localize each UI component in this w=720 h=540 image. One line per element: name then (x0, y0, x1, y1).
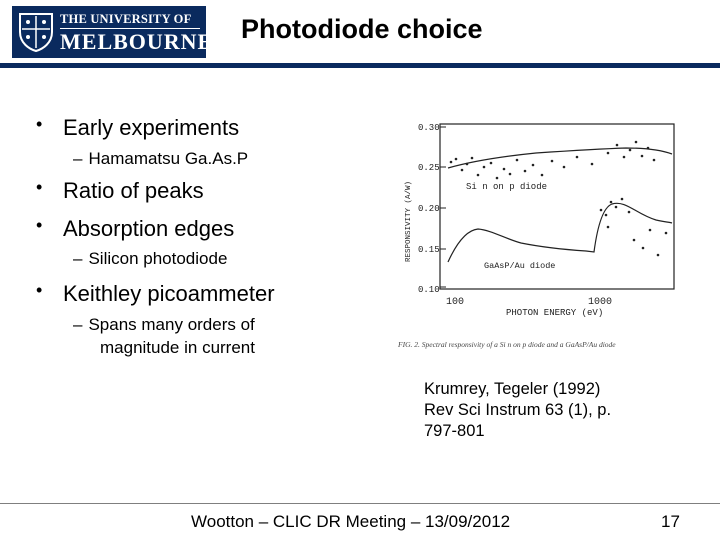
y-tick-label: 0.25 (418, 163, 440, 173)
y-tick-label: 0.20 (418, 204, 440, 214)
bullet-dot: • (36, 114, 43, 134)
bullet-item (36, 177, 204, 204)
gaasp-diode-curve (448, 203, 672, 262)
sub-bullet-text: Spans many orders of (88, 315, 255, 334)
sub-bullet-item: – Spans many orders of (73, 315, 255, 334)
university-logo (12, 6, 214, 58)
y-tick-label: 0.15 (418, 245, 440, 255)
footer-rule (0, 503, 720, 504)
y-axis-label: RESPONSIVITY (A/W) (405, 180, 413, 262)
x-tick-label: 100 (446, 297, 465, 308)
y-tick-marks (440, 127, 446, 287)
logo-text-line2: MELBOURNE (60, 29, 214, 54)
logo-text-line1: THE UNIVERSITY OF (60, 12, 192, 26)
bullet-text: Ratio of peaks (63, 178, 204, 203)
footer-text: Wootton – CLIC DR Meeting – 13/09/2012 (191, 512, 511, 531)
reference-line: 797-801 (424, 422, 485, 440)
sub-bullet-continuation (100, 338, 255, 358)
gaasp-diode-label: GaAsP/Au diode (484, 261, 556, 271)
sub-bullet-text: Silicon photodiode (88, 249, 228, 268)
sub-bullet-item: – Hamamatsu Ga.As.P (73, 149, 249, 168)
bullet-item (36, 114, 240, 141)
sub-bullet-item: – Silicon photodiode (73, 249, 228, 268)
bullet-dot: • (36, 177, 43, 197)
bullet-text: Early experiments (63, 115, 240, 140)
reference-citation (424, 379, 664, 442)
figure-caption: FIG. 2. Spectral responsivity of a Si n on p diode and a GaAsP/Au diode (398, 340, 616, 349)
y-tick-label: 0.10 (418, 285, 440, 295)
reference-line: Rev Sci Instrum 63 (1), p. (424, 401, 612, 419)
page-number: 17 (661, 512, 680, 531)
header-bar (0, 0, 720, 66)
x-axis-label: PHOTON ENERGY (eV) (506, 308, 604, 318)
bullet-item (36, 215, 235, 242)
reference-line: Krumrey, Tegeler (1992) (424, 380, 601, 398)
sub-bullet-text: magnitude in current (100, 338, 255, 357)
x-tick-label: 1000 (588, 297, 613, 308)
sub-bullet-text: Hamamatsu Ga.As.P (88, 149, 249, 168)
si-diode-fit-curve (448, 148, 672, 168)
bullet-item (36, 280, 275, 307)
bullet-dot: • (36, 280, 43, 300)
slide-title: Photodiode choice (241, 14, 483, 44)
responsivity-figure (396, 112, 686, 357)
si-diode-label: Si n on p diode (466, 182, 548, 192)
bullet-text: Absorption edges (63, 216, 235, 241)
gaasp-diode-data-points (600, 198, 668, 257)
header-rule (0, 63, 720, 68)
bullet-dot: • (36, 215, 43, 235)
y-tick-label: 0.30 (418, 123, 440, 133)
bullet-text: Keithley picoammeter (63, 281, 275, 306)
crest-icon (18, 12, 54, 52)
